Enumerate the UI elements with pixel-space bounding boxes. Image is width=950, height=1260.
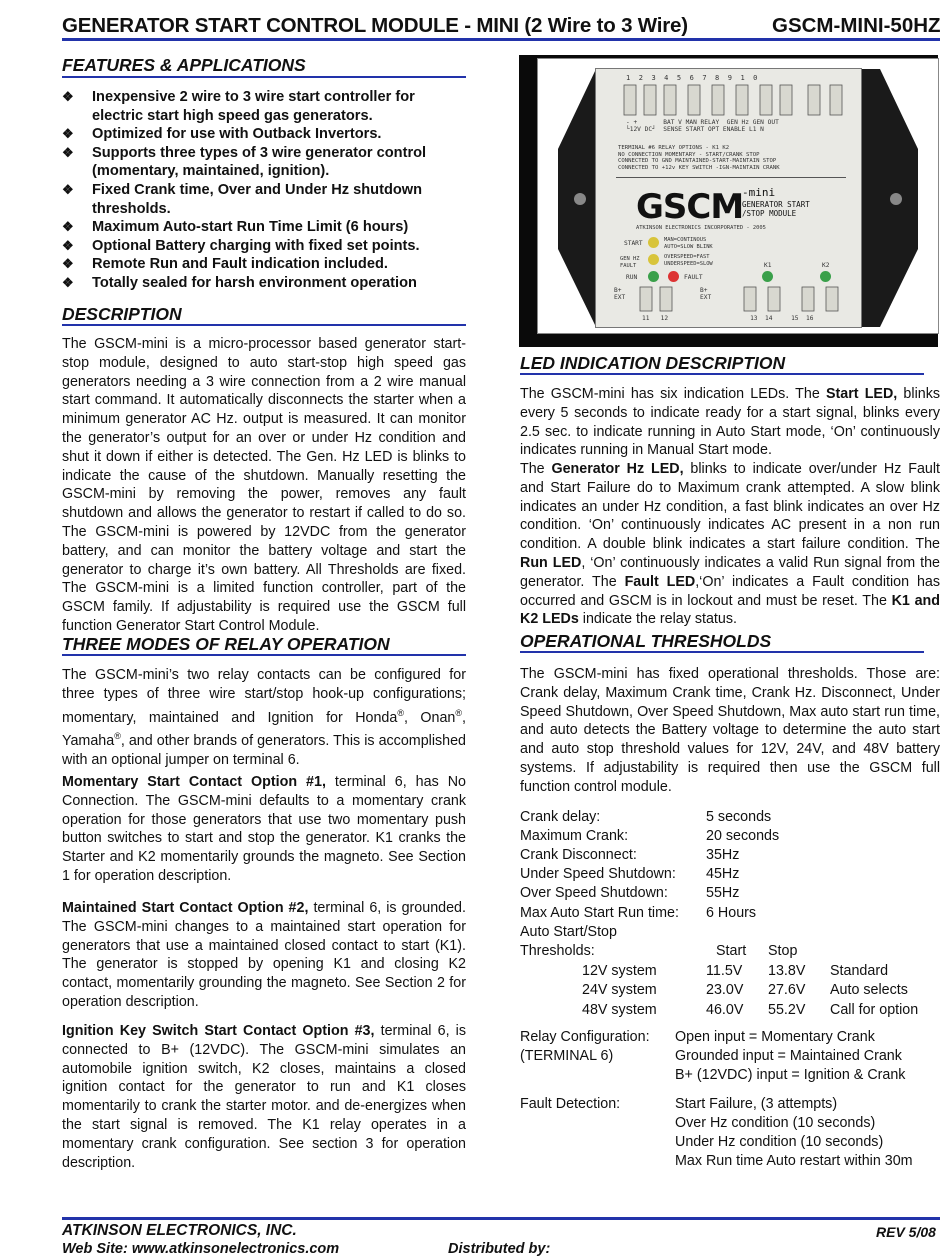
footer-distributed-by: Distributed by: <box>448 1241 551 1257</box>
k1-led-icon <box>762 271 773 282</box>
k1-led-label: K1 <box>764 262 772 269</box>
fault-detection-value: Max Run time Auto restart within 30m <box>675 1153 913 1169</box>
system-row-label: 48V system <box>582 1002 657 1018</box>
description-rule <box>62 324 466 326</box>
top-terminal-numbers: 12345678910 <box>626 74 766 82</box>
gscm-logo: GSCM <box>636 187 744 227</box>
system-start: 23.0V <box>706 982 744 998</box>
diamond-bullet-icon: ❖ <box>62 144 74 160</box>
threshold-row: Maximum Crank: <box>520 828 629 844</box>
description-heading: DESCRIPTION <box>62 304 182 324</box>
header-rule <box>62 38 940 41</box>
genhz-led-icon <box>648 254 659 265</box>
option-1-paragraph: Momentary Start Contact Option #1, terminal 6, has No Connection. The GSCM-mini defaults to a momentary crank operation for those generators that use two momentary push button switches to start and stop the generator. K1 cranks the Starter and K2 momentarily grounds the magneto. See Section 1 for operation description. <box>62 774 466 884</box>
diamond-bullet-icon: ❖ <box>62 181 74 197</box>
option-1-title: Momentary Start Contact Option #1, <box>62 774 326 790</box>
diamond-bullet-icon: ❖ <box>62 256 74 272</box>
threshold-value: 5 seconds <box>706 809 772 825</box>
feature-item: ❖ Remote Run and Fault indication included. <box>62 256 388 273</box>
features-heading: FEATURES & APPLICATIONS <box>62 55 306 75</box>
feature-item: ❖ Inexpensive 2 wire to 3 wire start controller for electric start high speed gas generators. <box>62 89 415 124</box>
diamond-bullet-icon: ❖ <box>62 126 74 142</box>
genhz-led-label: GEN HZ FAULT <box>620 256 640 269</box>
diamond-bullet-icon: ❖ <box>62 237 74 253</box>
threshold-value: 20 seconds <box>706 828 780 844</box>
run-led-label: RUN <box>626 274 638 281</box>
col-start-header: Start <box>716 943 747 959</box>
thresholds-heading: OPERATIONAL THRESHOLDS <box>520 631 772 651</box>
diamond-bullet-icon: ❖ <box>62 274 74 290</box>
system-stop: 13.8V <box>768 963 806 979</box>
thresholds-rule <box>520 651 924 653</box>
photo-subtitle-2: /STOP MODULE <box>742 209 797 218</box>
feature-item: ❖ Totally sealed for harsh environment operation <box>62 274 417 291</box>
led-paragraph-1: The GSCM-mini has six indication LEDs. The Start LED, blinks every 5 seconds to indicate ready for a start signal, blinks every 2.5 sec. to indicate running in Auto Start mode, ‘On’ continuously indicates running in Manual Start mode. <box>520 386 940 459</box>
device-face <box>595 68 862 328</box>
footer-website[interactable]: Web Site: www.atkinsonelectronics.com <box>62 1241 340 1257</box>
system-stop: 27.6V <box>768 982 806 998</box>
bplus-ext-label-1: B+ EXT <box>614 287 626 301</box>
photo-subtitle-1: GENERATOR START <box>742 200 810 209</box>
logo-suffix: -mini <box>742 186 776 199</box>
relay-config-terminal: (TERMINAL 6) <box>520 1048 614 1064</box>
led-paragraph-2: The Generator Hz LED, blinks to indicate over/under Hz Fault and Start Failure do to Maximum crank attempted. A slow blink indicates an under Hz condition, a fast blink indicates an over Hz condition. ‘On’ continuously indicates AC present in a non run condition. A double blink indicates a start failure condition. The Run LED, ‘On’ continuously indicates a valid Run signal from the generator. The Fault LED,‘On’ indicates a Fault condition has occurred and GSCM is in lockout and must be reset. The K1 and K2 LEDs indicate the relay status. <box>520 461 940 628</box>
system-start: 11.5V <box>706 963 743 979</box>
fault-detection-value: Over Hz condition (10 seconds) <box>675 1115 876 1131</box>
auto-start-stop-label: Auto Start/Stop <box>520 924 617 940</box>
relay-config-value: B+ (12VDC) input = Ignition & Crank <box>675 1067 906 1083</box>
description-text: The GSCM-mini is a micro-processor based generator start-stop module, designed to auto start-stop high speed gas generators needing a 3 wire connection from a 2 wire manual start command. It automatically disconnects the starter when a minimum generator AC Hz. output is measured. It can monitor the generator’s output for an over or under Hz condition and shut it down if either is detected. The Gen. Hz LED is blinks to indicate the cause of the shutdown. Manually resetting the GSCM-mini by removing the power, removes any fault shutdown and allows the generator to restart if called to do so. The GSCM-mini is powered by 12VDC from the generator battery, and can monitor the battery voltage and start the generator to charge it’s own battery. All Thresholds are fixed. The GSCM-mini is a limited function controller, part of the GSCM family. If adjustability is required use the GSCM full function Generator Start Control Module. <box>62 336 466 634</box>
feature-item: ❖ Optional Battery charging with fixed set points. <box>62 237 420 254</box>
feature-item: ❖ Supports three types of 3 wire generator control (momentary, maintained, ignition). <box>62 144 427 180</box>
photo-maker-text: ATKINSON ELECTRONICS INCORPORATED - 2005 <box>636 225 766 231</box>
feature-item: ❖ Fixed Crank time, Over and Under Hz shutdown thresholds. <box>62 181 423 217</box>
feature-item: ❖ Maximum Auto-start Run Time Limit (6 hours) <box>62 219 409 236</box>
relay-modes-rule <box>62 654 466 656</box>
threshold-value: 6 Hours <box>706 905 757 921</box>
option-2-title: Maintained Start Contact Option #2, <box>62 900 309 916</box>
relay-config-label: Relay Configuration: <box>520 1029 650 1045</box>
col-stop-header: Stop <box>768 943 798 959</box>
top-terminal-labels: - + BAT V MAN RELAY GEN Hz GEN OUT <box>626 119 779 126</box>
thresholds-intro: The GSCM-mini has fixed operational thresholds. Those are: Crank delay, Maximum Crank time, Crank Hz. Disconnect, Under Speed Shutdown, Over Speed Shutdown, Max auto start run time, and auto detects the Battery voltage to determine the auto start and auto stop threshold values for 12V, 24V, and 48V battery systems. If adjustability is required then use the GSCM full function control module. <box>520 666 940 795</box>
fault-led-icon <box>668 271 679 282</box>
relay-options-table: TERMINAL #6 RELAY OPTIONS - K1 K2 NO CONNECTION MOMENTARY - START/CRANK STOP CONNECTED TO GND MAINTAINED-START-MAINTAIN STOP CONNECTED TO +12v KEY SWITCH -IGN-MAINTAIN CRANK <box>618 145 780 171</box>
fault-detection-value: Under Hz condition (10 seconds) <box>675 1134 884 1150</box>
k2-led-icon <box>820 271 831 282</box>
threshold-row: Under Speed Shutdown: <box>520 866 676 882</box>
footer-rule <box>62 1217 940 1220</box>
bottom-terminal-numbers: 11 12 13 14 15 16 <box>642 315 814 322</box>
fault-detection-value: Start Failure, (3 attempts) <box>675 1096 838 1112</box>
system-note: Auto selects <box>830 982 908 998</box>
relay-modes-heading: THREE MODES OF RELAY OPERATION <box>62 634 390 654</box>
threshold-value: 35Hz <box>706 847 740 863</box>
threshold-row: Over Speed Shutdown: <box>520 885 668 901</box>
threshold-row: Crank Disconnect: <box>520 847 637 863</box>
relay-modes-intro: The GSCM-mini’s two relay contacts can be configured for three types of three wire start/stop hook-up configurations; momentary, maintained and Ignition for Honda®, Onan®, Yamaha®, and other brands of generators. This is accomplished with an optional jumper on terminal 6. <box>62 667 466 768</box>
start-led-note: MAN=CONTINOUS AUTO=SLOW BLINK <box>664 237 713 250</box>
start-led-icon <box>648 237 659 248</box>
document-title: GENERATOR START CONTROL MODULE - MINI (2 Wire to 3 Wire) <box>62 14 688 37</box>
feature-item: ❖ Optimized for use with Outback Invertors. <box>62 126 382 143</box>
k2-led-label: K2 <box>822 262 830 269</box>
run-led-icon <box>648 271 659 282</box>
footer-revision: REV 5/08 <box>876 1224 936 1240</box>
led-rule <box>520 373 924 375</box>
top-terminal-block <box>596 83 861 123</box>
start-led-label: START <box>624 240 643 247</box>
features-list <box>62 88 467 293</box>
relay-config-value: Open input = Momentary Crank <box>675 1029 875 1045</box>
bplus-ext-label-2: B+ EXT <box>700 287 712 301</box>
led-heading: LED INDICATION DESCRIPTION <box>520 353 786 373</box>
system-stop: 55.2V <box>768 1002 806 1018</box>
system-row-label: 24V system <box>582 982 657 998</box>
model-number: GSCM-MINI-50HZ <box>772 14 941 37</box>
threshold-value: 45Hz <box>706 866 740 882</box>
threshold-value: 55Hz <box>706 885 740 901</box>
system-note: Standard <box>830 963 889 979</box>
relay-config-value: Grounded input = Maintained Crank <box>675 1048 902 1064</box>
system-start: 46.0V <box>706 1002 744 1018</box>
system-note: Call for option <box>830 1002 919 1018</box>
threshold-row: Crank delay: <box>520 809 601 825</box>
thresholds-label: Thresholds: <box>520 943 595 959</box>
footer-company: ATKINSON ELECTRONICS, INC. <box>62 1222 297 1239</box>
threshold-row: Max Auto Start Run time: <box>520 905 679 921</box>
fault-led-label: FAULT <box>684 274 703 281</box>
system-row-label: 12V system <box>582 963 657 979</box>
diamond-bullet-icon: ❖ <box>62 89 74 104</box>
top-terminal-labels-2: └12V DC┘ SENSE START OPT ENABLE L1 N <box>626 126 764 133</box>
option-3-paragraph: Ignition Key Switch Start Contact Option #3, terminal 6, is connected to B+ (12VDC). The GSCM-mini simulates an automobile ignition switch, K2 closes, maintains a closed ignition contact for the generator to run and K1 closes momentarily to crank the starter motor. and de-energizes when the start signal is removed. The K1 relay operates in a momentary crank configuration. See section 3 for operation description. <box>62 1023 467 1171</box>
option-2-paragraph: Maintained Start Contact Option #2, terminal 6, is grounded. The GSCM-mini changes to a maintained start operation for generators that use a maintained closed contact to start (K1). The generator is stopped by opening K1 and closing K2 contact, momentarily grounding the magneto. See Section 2 for operation description. <box>62 900 466 1010</box>
features-rule <box>62 76 466 78</box>
option-3-title: Ignition Key Switch Start Contact Option #3, <box>62 1023 375 1039</box>
fault-detection-label: Fault Detection: <box>520 1096 621 1112</box>
diamond-bullet-icon: ❖ <box>62 219 74 235</box>
genhz-led-note: OVERSPEED=FAST UNDERSPEED=SLOW <box>664 254 713 267</box>
